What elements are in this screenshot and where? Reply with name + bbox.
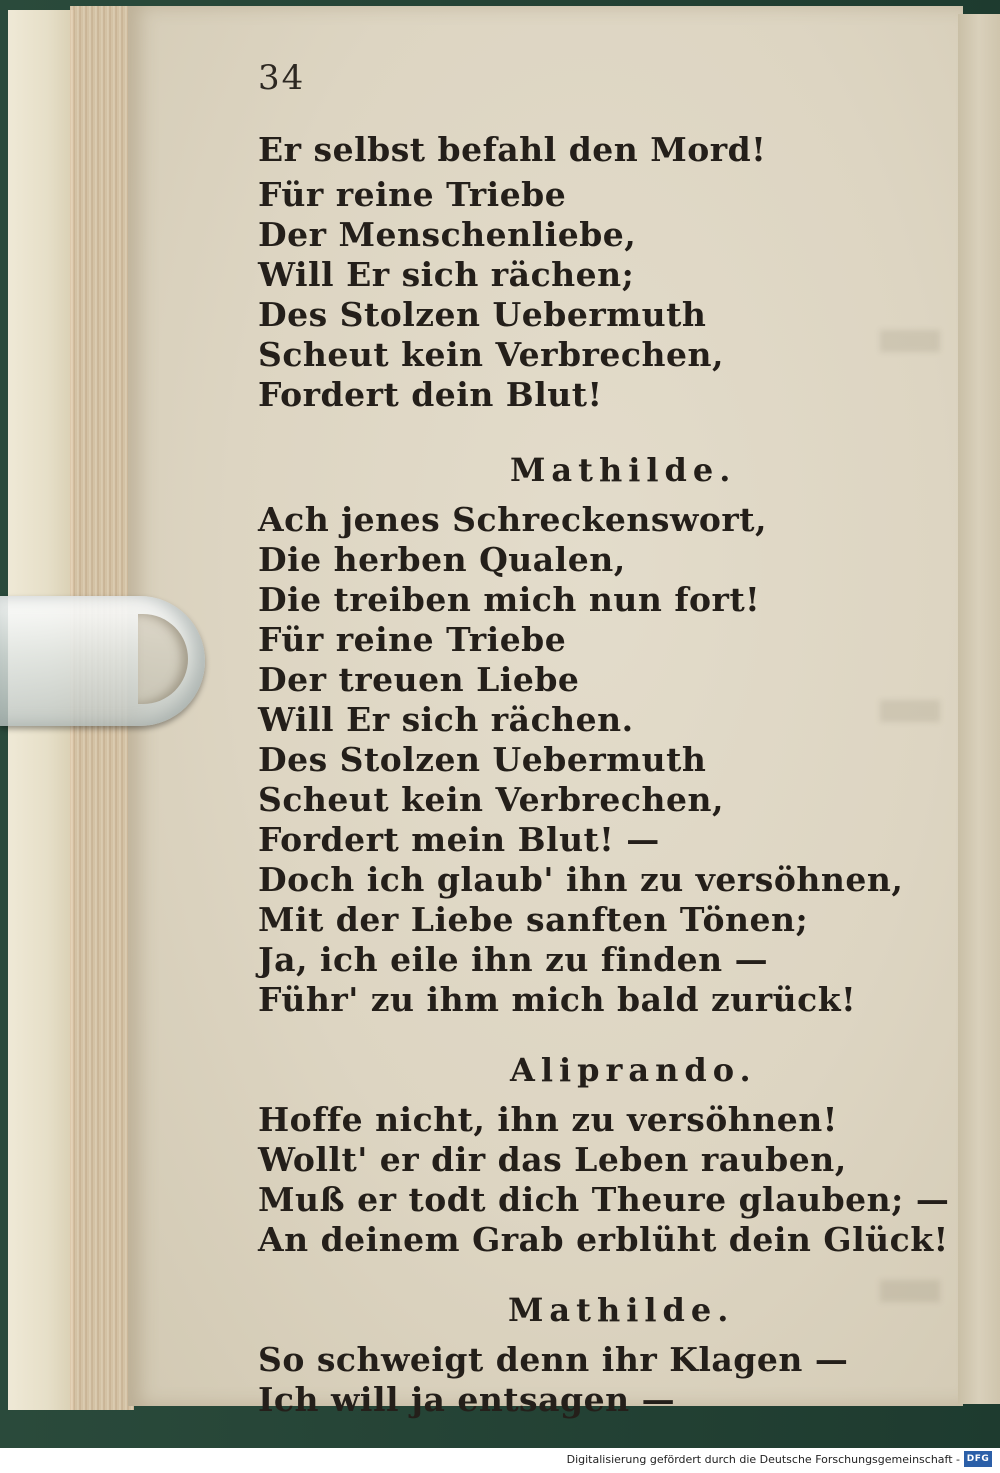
- verse-line: Die treiben mich nun fort!: [258, 580, 761, 619]
- verse-line: Der treuen Liebe: [258, 660, 580, 699]
- verse-line: Fordert dein Blut!: [258, 375, 603, 414]
- next-page-edge: [958, 14, 1000, 1404]
- footer-credit: Digitalisierung gefördert durch die Deutsche Forschungsgemeinschaft -: [566, 1453, 960, 1466]
- verse-line: Fordert mein Blut! —: [258, 820, 660, 859]
- speaker-name: Aliprando.: [510, 1051, 757, 1089]
- show-through: [880, 700, 940, 722]
- show-through: [880, 1280, 940, 1302]
- verse-line: Muß er todt dich Theure glauben; —: [258, 1180, 950, 1219]
- verse-line: Ach jenes Schreckenswort,: [258, 500, 768, 539]
- verse-line: Scheut kein Verbrechen,: [258, 780, 724, 819]
- verse-line: Doch ich glaub' ihn zu versöhnen,: [258, 860, 904, 899]
- verse-line: Scheut kein Verbrechen,: [258, 335, 724, 374]
- page-number: 34: [258, 58, 306, 98]
- verse-line: So schweigt denn ihr Klagen —: [258, 1340, 849, 1379]
- page-clip: [0, 596, 205, 726]
- verse-line: Des Stolzen Uebermuth: [258, 295, 707, 334]
- clip-loop: [138, 614, 188, 704]
- verse-line: Hoffe nicht, ihn zu versöhnen!: [258, 1100, 838, 1139]
- verse-line: Des Stolzen Uebermuth: [258, 740, 707, 779]
- speaker-name: Mathilde.: [508, 1291, 735, 1329]
- verse-line: Ich will ja entsagen —: [258, 1380, 676, 1419]
- verse-line: Für reine Triebe: [258, 620, 567, 659]
- dfg-logo: DFG: [964, 1451, 992, 1467]
- verse-line: An deinem Grab erblüht dein Glück!: [258, 1220, 949, 1259]
- speaker-name: Mathilde.: [510, 451, 737, 489]
- verse-line: Mit der Liebe sanften Tönen;: [258, 900, 809, 939]
- verse-line: Führ' zu ihm mich bald zurück!: [258, 980, 857, 1019]
- verse-line: Ja, ich eile ihn zu finden —: [258, 940, 769, 979]
- verse-line: Will Er sich rächen;: [258, 255, 635, 294]
- verse-line: Der Menschenliebe,: [258, 215, 637, 254]
- verse-line: Will Er sich rächen.: [258, 700, 634, 739]
- verse-line: Für reine Triebe: [258, 175, 567, 214]
- verse-line: Wollt' er dir das Leben rauben,: [258, 1140, 847, 1179]
- verse-line: Die herben Qualen,: [258, 540, 626, 579]
- show-through: [880, 330, 940, 352]
- verse-line: Er selbst befahl den Mord!: [258, 130, 767, 169]
